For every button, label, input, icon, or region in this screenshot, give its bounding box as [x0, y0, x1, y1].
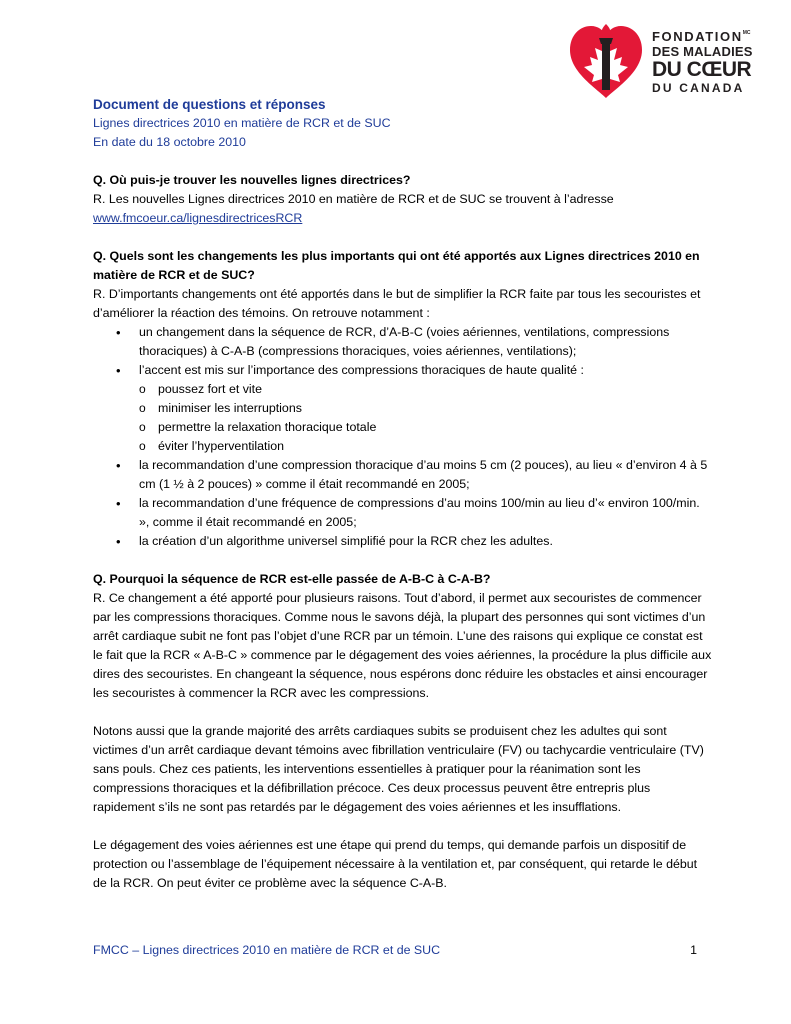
logo-line-des-maladies: DES MALADIES	[652, 44, 753, 59]
answer-3-paragraph: R. Ce changement a été apporté pour plusieurs raisons. Tout d’abord, il permet aux secouristes de commencer par les compressions thoraciques. Comme nous le savons déjà, la plupart des personnes qui sont victimes d’un arrêt cardiaque subit ne font pas l’objet d’une RCR par un témoin. L’une des raisons qui explique ce constat est le fait que la RCR « A-B-C » commence par le dégagement des voies aériennes, la procédure la plus difficile aux dires des secouristes. En changeant la séquence, nous espérons donc réduire les obstacles et ainsi encourager les secouristes à commencer la RCR avec les compressions.	[93, 591, 712, 700]
logo-line-du-coeur: DU CŒUR	[652, 58, 752, 81]
document-date: En date du 18 octobre 2010	[93, 135, 246, 149]
logo-line-du-canada: DU CANADA	[652, 81, 745, 95]
list-item-text: l’accent est mis sur l’importance des compressions thoraciques de haute qualité :	[139, 363, 584, 377]
answer-2: R. D’importants changements ont été apportés dans le but de simplifier la RCR faite par tous les secouristes et d’améliorer la réaction des témoins. On retrouve notamment :	[93, 287, 701, 320]
question-3: Q. Pourquoi la séquence de RCR est-elle passée de A-B-C à C-A-B?	[93, 572, 491, 586]
answer-3-paragraph: Le dégagement des voies aériennes est une étape qui prend du temps, qui demande parfois un dispositif de protection ou l’assemblage de l’équipement nécessaire à la ventilation et, par conséquent, qui retarde le début de la RCR. On peut éviter ce problème avec la séquence C-A-B.	[93, 838, 698, 890]
list-item	[93, 361, 713, 456]
document-title: Document de questions et réponses	[93, 97, 326, 112]
sub-list-item: o éviter l’hyperventilation	[139, 437, 713, 456]
quality-sublist	[139, 380, 713, 456]
sub-list-item: o poussez fort et vite	[139, 380, 713, 399]
list-item: • la recommandation d’une compression thoracique d’au moins 5 cm (2 pouces), au lieu « d’environ 4 à 5 cm (1 ½ à 2 pouces) » comme il était recommandé en 2005;	[93, 456, 713, 494]
logo-mark: MC	[742, 29, 751, 36]
page-footer	[93, 941, 697, 960]
footer-text: FMCC – Lignes directrices 2010 en matière de RCR et de SUC	[93, 943, 441, 957]
sub-list-item: o minimiser les interruptions	[139, 399, 713, 418]
guidelines-link[interactable]: www.fmcoeur.ca/lignesdirectricesRCR	[93, 211, 303, 225]
list-item: • un changement dans la séquence de RCR, d’A-B-C (voies aériennes, ventilations, compressions thoraciques) à C-A-B (compressions thoraciques, voies aériennes, ventilations);	[93, 323, 713, 361]
page-number: 1	[690, 943, 697, 957]
question-1: Q. Où puis-je trouver les nouvelles lignes directrices?	[93, 173, 411, 187]
sub-list-item: o permettre la relaxation thoracique totale	[139, 418, 713, 437]
changes-list	[93, 323, 713, 551]
answer-1: R. Les nouvelles Lignes directrices 2010 en matière de RCR et de SUC se trouvent à l’adresse	[93, 192, 614, 206]
list-item: • la recommandation d’une fréquence de compressions d’au moins 100/min au lieu d’« environ 100/min. », comme il était recommandé en 2005;	[93, 494, 713, 532]
answer-3-paragraph: Notons aussi que la grande majorité des arrêts cardiaques subits se produisent chez les adultes qui sont victimes d’un arrêt cardiaque devant témoins avec fibrillation ventriculaire (FV) ou tachycardie ventriculaire (TV) sans pouls. Chez ces patients, les interventions essentielles à pratiquer pour la réanimation sont les compressions thoraciques et la défibrillation précoce. Ces deux processus peuvent être entrepris plus rapidement s’ils ne sont pas retardés par le dégagement des voies aériennes et les insufflations.	[93, 724, 704, 814]
document-body	[93, 95, 713, 893]
document-subtitle: Lignes directrices 2010 en matière de RCR et de SUC	[93, 116, 391, 130]
foundation-logo	[566, 22, 766, 102]
question-2: Q. Quels sont les changements les plus importants qui ont été apportés aux Lignes directrices 2010 en matière de RCR et de SUC?	[93, 249, 700, 282]
heart-torch-maple-leaf-icon	[566, 22, 646, 102]
logo-line-fondation: FONDATION	[652, 29, 743, 44]
list-item: • la création d’un algorithme universel simplifié pour la RCR chez les adultes.	[93, 532, 713, 551]
